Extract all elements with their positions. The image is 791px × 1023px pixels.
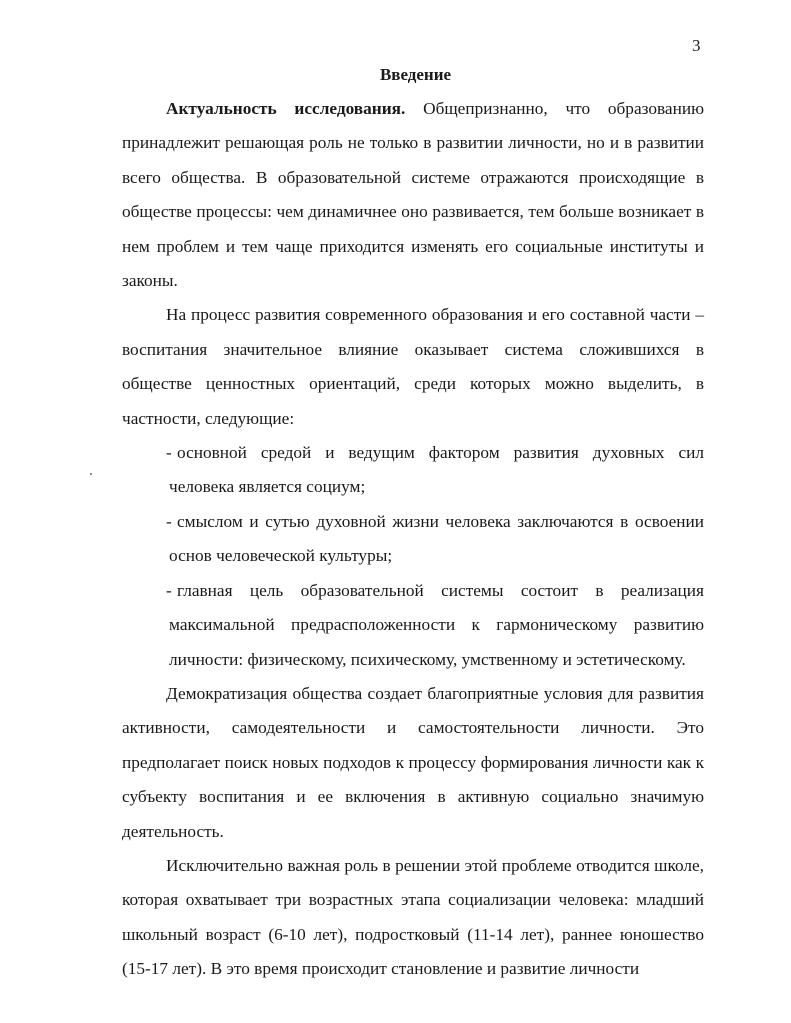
list-bullet: - [166, 580, 172, 600]
body-text [122, 92, 704, 987]
section-heading: Введение [379, 65, 452, 84]
values-list [122, 436, 704, 677]
list-item [122, 505, 704, 574]
list-bullet: - [166, 511, 172, 531]
paragraph-values: На процесс развития современного образования и его составной части – воспитания значительное влияние оказывает система сложившихся в обществе ценностных ориентаций, среди которых можно выделить, в частности, следующие: [122, 305, 704, 428]
page-number: 3 [692, 36, 701, 55]
paragraph-text: Общепризнанно, что образованию принадлежит решающая роль не только в развитии личности, но и в развитии всего общества. В образовательной системе отражаются происходящие в обществе процессы: чем динамичнее оно развивается, тем больше возникает в нем проблем и тем чаще приходится изменять его социальные институты и законы. [122, 99, 704, 291]
list-item-text: главная цель образовательной системы состоит в реализация максимальной предрасположенности к гармоническому развитию личности: физическому, психическому, умственному и эстетическому. [169, 580, 704, 669]
paragraph-relevance [122, 92, 704, 298]
list-item [122, 574, 704, 677]
paragraph-school: Исключительно важная роль в решении этой проблеме отводится школе, которая охватывает три возрастных этапа социализации человека: младший школьный возраст (6-10 лет), подростковый (11-14 лет), раннее юношество (15-17 лет). В это время происходит становление и развитие личности [122, 855, 704, 979]
list-item-text: основной средой и ведущим фактором развития духовных сил человека является социум; [169, 443, 704, 497]
list-item [122, 436, 704, 505]
paragraph-democratization: Демократизация общества создает благоприятные условия для развития активности, самодеятельности и самостоятельности личности. Это предполагает поиск новых подходов к процессу формирования личности как к субъекту воспитания и ее включения в активную социально значимую деятельность. [122, 683, 704, 841]
scan-speck [90, 473, 92, 475]
paragraph-lead: Актуальность исследования. [166, 99, 406, 118]
list-item-text: смыслом и сутью духовной жизни человека заключаются в освоении основ человеческой культуры; [169, 511, 704, 566]
list-bullet: - [166, 443, 172, 463]
